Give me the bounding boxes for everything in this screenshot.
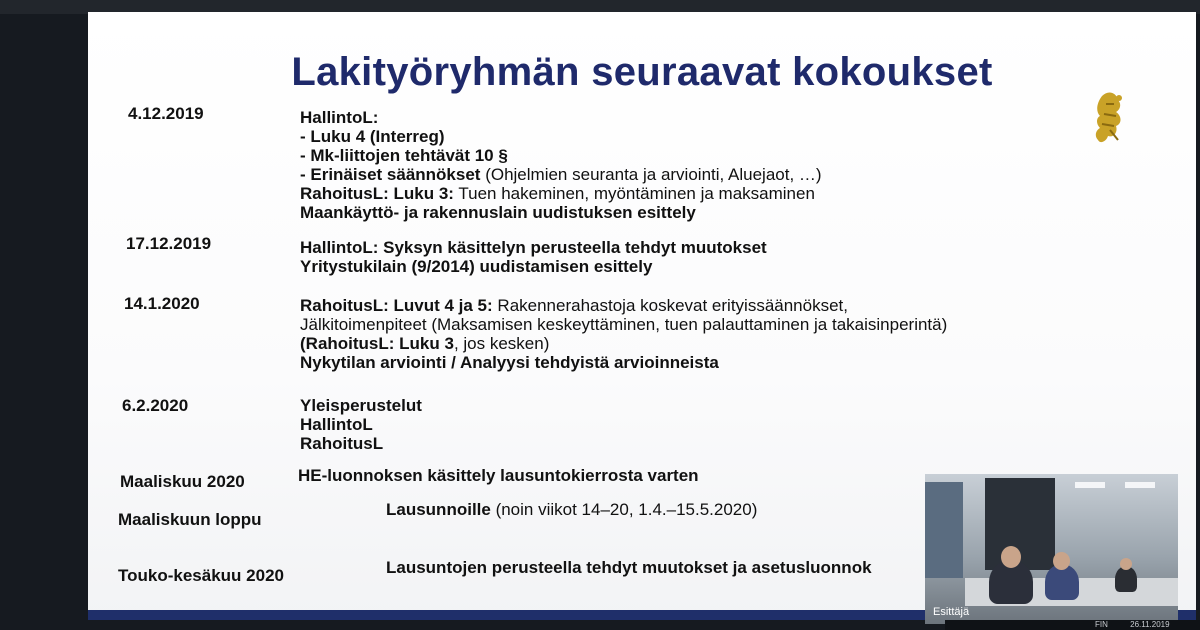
meeting-row	[120, 472, 245, 491]
video-ceiling-light	[1075, 482, 1105, 488]
meeting-agenda	[300, 396, 422, 453]
agenda-line: HallintoL: Syksyn käsittelyn perusteella tehdyt muutokset	[300, 238, 767, 257]
agenda-line: HallintoL:	[300, 108, 379, 127]
meeting-row	[126, 234, 211, 253]
agenda-line: Lausuntojen perusteella tehdyt muutokset ja asetusluonnok	[386, 558, 872, 577]
video-room-window	[925, 482, 963, 578]
agenda-line: HE-luonnoksen käsittely lausuntokierrosta varten	[298, 466, 699, 485]
meeting-date: Touko-kesäkuu 2020	[118, 566, 284, 585]
agenda-line: Yleisperustelut	[300, 396, 422, 415]
agenda-line: Yritystukilain (9/2014) uudistamisen esittely	[300, 257, 653, 276]
meeting-agenda	[298, 466, 699, 485]
meeting-row	[128, 104, 204, 123]
agenda-line: - Mk-liittojen tehtävät 10 §	[300, 146, 508, 165]
meeting-agenda	[300, 108, 822, 222]
video-call-window[interactable]	[925, 474, 1178, 624]
meeting-agenda	[300, 296, 947, 372]
agenda-line: (RahoitusL: Luku 3, jos kesken)	[300, 334, 550, 353]
agenda-line: - Erinäiset säännökset (Ohjelmien seuranta ja arviointi, Aluejaot, …)	[300, 165, 822, 184]
taskbar-date: 26.11.2019	[1130, 620, 1170, 629]
agenda-line: Lausunnoille (noin viikot 14–20, 1.4.–15.5.2020)	[386, 500, 758, 519]
meeting-agenda	[386, 500, 757, 519]
participant-head	[1120, 558, 1132, 570]
language-indicator[interactable]: FIN	[1095, 620, 1108, 629]
participant-head	[1053, 552, 1070, 570]
meeting-agenda	[386, 558, 872, 577]
slide-title: Lakityöryhmän seuraavat kokoukset	[291, 50, 993, 94]
agenda-line: RahoitusL: Luku 3: Tuen hakeminen, myöntäminen ja maksaminen	[300, 184, 815, 203]
meeting-row	[124, 294, 200, 313]
participant-head	[1001, 546, 1021, 568]
taskbar-fragment	[945, 620, 1200, 630]
agenda-line: Maankäyttö- ja rakennuslain uudistuksen esittely	[300, 203, 696, 222]
agenda-line: HallintoL	[300, 415, 373, 434]
meeting-date: 17.12.2019	[126, 234, 212, 253]
meeting-date: 6.2.2020	[122, 396, 189, 415]
agenda-line: RahoitusL: Luvut 4 ja 5: Rakennerahastoja koskevat erityissäännökset,	[300, 296, 848, 315]
lion-crest-icon	[1088, 90, 1128, 148]
video-ceiling-light	[1125, 482, 1155, 488]
agenda-line: Nykytilan arviointi / Analyysi tehdyistä arvioinneista	[300, 353, 719, 372]
meeting-date: 14.1.2020	[124, 294, 200, 313]
meeting-row	[118, 510, 262, 529]
meeting-agenda	[300, 238, 767, 276]
meeting-row	[122, 396, 188, 415]
meeting-row	[118, 566, 284, 585]
agenda-line: RahoitusL	[300, 434, 384, 453]
meeting-date: Maaliskuu 2020	[120, 472, 245, 491]
meeting-date: 4.12.2019	[128, 104, 204, 123]
video-presenter-label: Esittäjä	[933, 606, 970, 618]
agenda-line: Jälkitoimenpiteet (Maksamisen keskeyttäminen, tuen palauttaminen ja takaisinperintä)	[300, 315, 948, 334]
meeting-date: Maaliskuun loppu	[118, 510, 262, 529]
agenda-line: - Luku 4 (Interreg)	[300, 127, 445, 146]
